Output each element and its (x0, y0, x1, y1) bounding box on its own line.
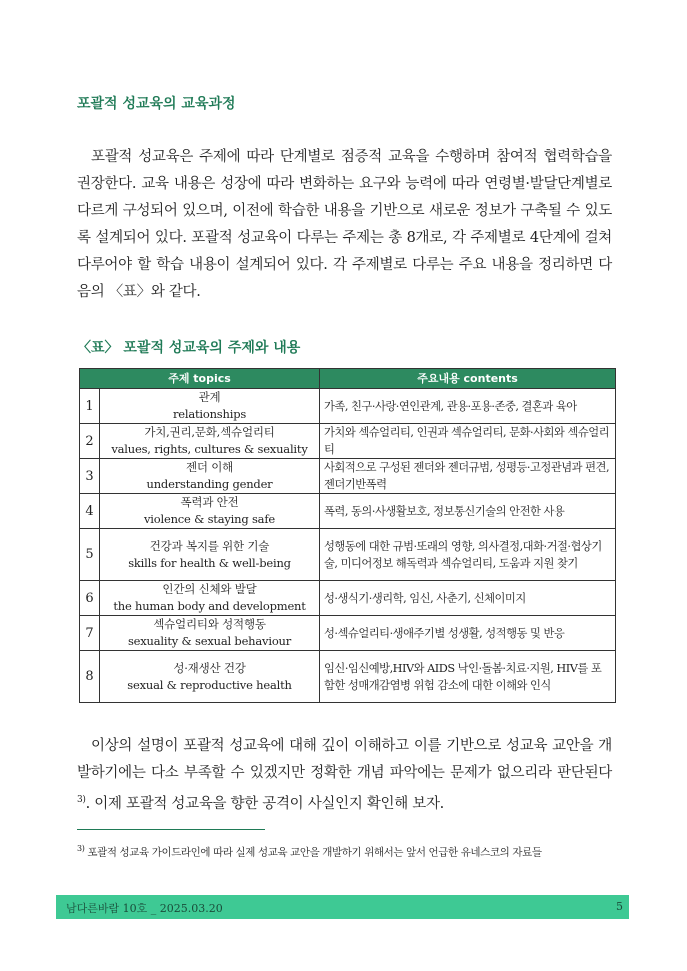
table-row (80, 389, 616, 424)
topics-table (79, 368, 616, 703)
table-row (80, 424, 616, 459)
footnote-text: 포괄적 성교육 가이드라인에 따라 실제 성교육 교안을 개발하기 위해서는 앞서 언급한 유네스코의 자료들 (87, 846, 542, 859)
row-number: 8 (80, 651, 100, 703)
footnote (77, 844, 617, 860)
row-topic (100, 616, 320, 651)
row-topic (100, 651, 320, 703)
row-topic (100, 529, 320, 581)
topic-english: skills for health & well-being (128, 555, 291, 570)
closing-paragraph (77, 733, 612, 818)
closing-paragraph-main: 이상의 설명이 포괄적 성교육에 대해 깊이 이해하고 이를 기반으로 성교육 교안을 개발하기에는 다소 부족할 수 있겠지만 정확한 개념 파악에는 문제가 없으리라 판단된다 (77, 738, 612, 781)
topic-korean: 젠더 이해 (185, 460, 234, 474)
section-heading: 포괄적 성교육의 교육과정 (77, 96, 236, 112)
row-content: 성·섹슈얼리티·생애주기별 성생활, 성적행동 및 반응 (320, 616, 616, 651)
table-caption: 〈표〉 포괄적 성교육의 주제와 내용 (77, 340, 301, 356)
topic-english: relationships (172, 407, 247, 421)
footnote-mark: 3) (77, 844, 85, 853)
topic-korean: 건강과 복지를 위한 기술 (149, 538, 270, 553)
table-row (80, 459, 616, 494)
table-row (80, 651, 616, 703)
topic-english: understanding gender (146, 477, 273, 491)
row-topic (100, 494, 320, 529)
row-content: 성행동에 대한 규범·또래의 영향, 의사결정,대화·거절·협상기술, 미디어정보 해독력과 섹슈얼리티, 도움과 지원 찾기 (320, 529, 616, 581)
row-topic (100, 424, 320, 459)
topic-korean: 관계 (198, 390, 221, 404)
row-number: 6 (80, 581, 100, 616)
footer-issue-label: 남다른바람 10호 _ 2025.03.20 (66, 902, 223, 915)
row-number: 3 (80, 459, 100, 494)
intro-paragraph: 포괄적 성교육은 주제에 따라 단계별로 점증적 교육을 수행하며 참여적 협력학습을 권장한다. 교육 내용은 성장에 따라 변화하는 요구와 능력에 따라 연령별·발달단계별로 다르게 구성되어 있으며, 이전에 학습한 내용을 기반으로 새로운 정보가 구축될 수 있도록 설계되어 있다. 포괄적 성교육이 다루는 주제는 총 8개로, 각 주제별로 4단계에 걸쳐 다루어야 할 학습 내용이 설계되어 있다. 각 주제별로 다루는 주요 내용을 정리하면 다음의 〈표〉와 같다. (77, 149, 612, 300)
topic-english: the human body and development (113, 599, 306, 613)
table-row (80, 494, 616, 529)
closing-paragraph-tail: . 이제 포괄적 성교육을 향한 공격이 사실인지 확인해 보자. (85, 795, 444, 812)
table-row (80, 616, 616, 651)
topic-korean: 가치,권리,문화,섹슈얼리티 (144, 425, 275, 439)
table-body (80, 389, 616, 703)
table-header-row (80, 369, 616, 389)
footnote-reference: 3) (77, 795, 86, 805)
row-number: 4 (80, 494, 100, 529)
header-content: 주요내용 contents (320, 369, 616, 389)
row-topic (100, 389, 320, 424)
row-topic (100, 581, 320, 616)
footer-bar (56, 895, 629, 919)
row-number: 2 (80, 424, 100, 459)
page-number: 5 (616, 900, 623, 913)
table-row (80, 529, 616, 581)
topic-korean: 인간의 신체와 발달 (162, 582, 257, 596)
row-content: 가치와 섹슈얼리티, 인권과 섹슈얼리티, 문화·사회와 섹슈얼리티 (320, 424, 616, 459)
topic-english: sexuality & sexual behaviour (127, 634, 292, 648)
topic-korean: 폭력과 안전 (180, 495, 239, 509)
row-content: 폭력, 동의·사생활보호, 정보통신기술의 안전한 사용 (320, 494, 616, 529)
row-content: 임신·임신예방,HIV와 AIDS 낙인·돌봄·치료·지원, HIV를 포함한 성매개감염병 위험 감소에 대한 이해와 인식 (320, 651, 616, 703)
table-row (80, 581, 616, 616)
footnote-divider (77, 829, 265, 830)
row-content: 사회적으로 구성된 젠더와 젠더규범, 성평등·고정관념과 편견, 젠더기반폭력 (320, 459, 616, 494)
row-topic (100, 459, 320, 494)
row-content: 성·생식기·생리학, 임신, 사춘기, 신체이미지 (320, 581, 616, 616)
topic-korean: 섹슈얼리티와 성적행동 (153, 617, 266, 631)
header-topic: 주제 topics (80, 369, 320, 389)
row-number: 5 (80, 529, 100, 581)
row-number: 7 (80, 616, 100, 651)
topic-korean: 성·재생산 건강 (173, 660, 246, 675)
topic-english: violence & staying safe (144, 512, 275, 526)
topic-english: values, rights, cultures & sexuality (111, 442, 308, 456)
row-number: 1 (80, 389, 100, 424)
row-content: 가족, 친구·사랑·연인관계, 관용·포용·존중, 결혼과 육아 (320, 389, 616, 424)
topic-english: sexual & reproductive health (127, 677, 292, 692)
